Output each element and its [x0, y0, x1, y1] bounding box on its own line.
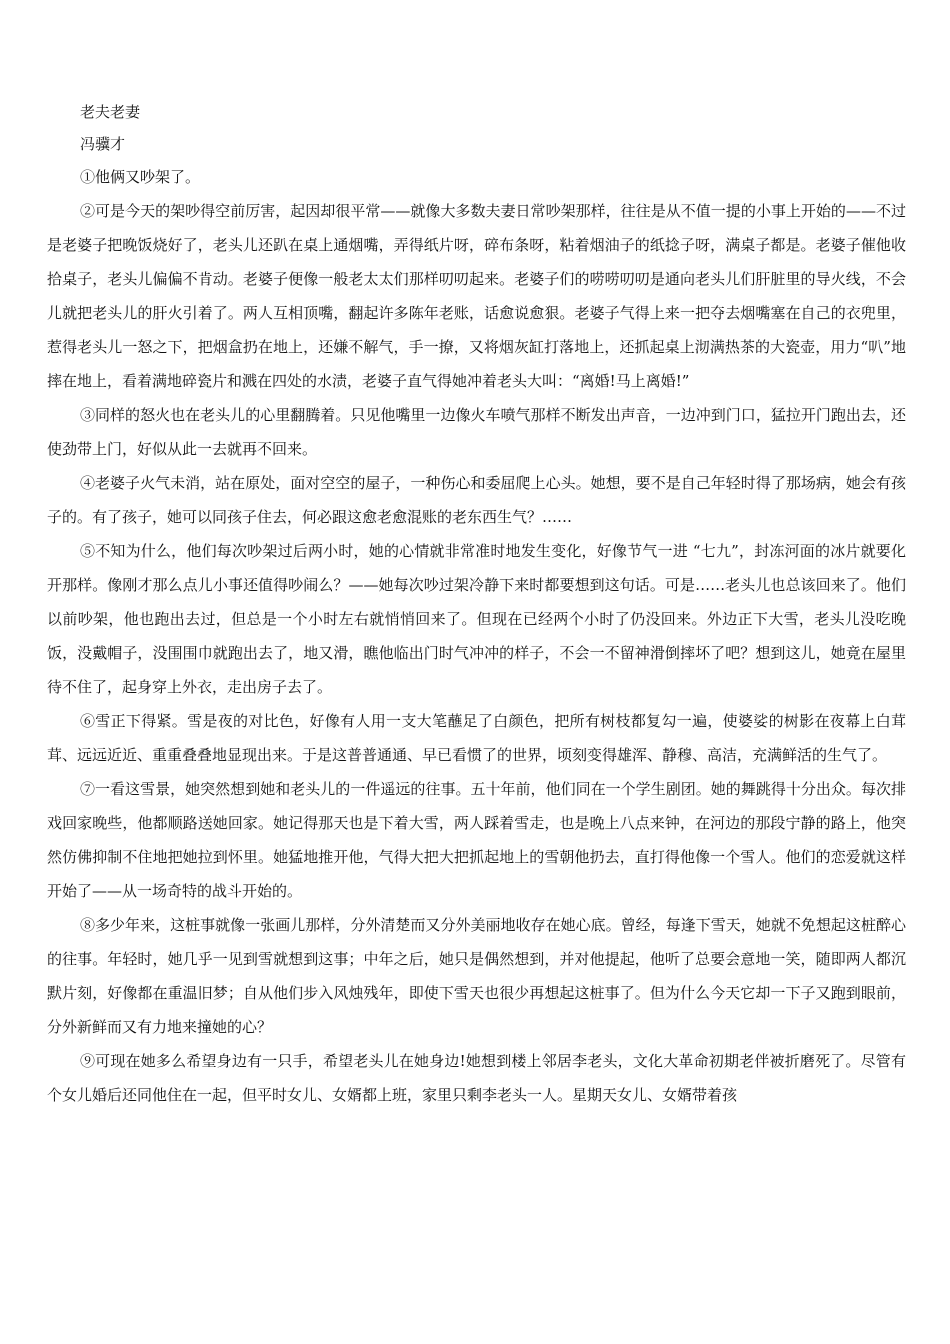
paragraph-9: ⑨可现在她多么希望身边有一只手，希望老头儿在她身边!她想到楼上邻居李老头，文化大革命初期老伴被折磨死了。尽管有个女儿婚后还同他住在一起，但平时女儿、女婿都上班，家里只剩李老头一人。星期天女儿、女婿带着孩: [47, 1052, 906, 1104]
paragraph-5: ⑤不知为什么，他们每次吵架过后两小时，她的心情就非常准时地发生变化，好像节气一进 “七九”，封冻河面的冰片就要化开那样。像刚才那么点儿小事还值得吵闹么？——她每次吵过架冷静下来时都要想到这句话。可是……老头儿也总该回来了。他们以前吵架，他也跑出去过，但总是一个小时左右就悄悄回来了。但现在已经两个小时了仍没回来。外边正下大雪，老头儿没吃晚饭，没戴帽子，没围围巾就跑出去了，地又滑，瞧他临出门时气冲冲的样子，不会一不留神滑倒摔坏了吧？想到这儿，她竟在屋里待不住了，起身穿上外衣，走出房子去了。: [47, 542, 906, 696]
paragraph-2: ②可是今天的架吵得空前厉害，起因却很平常——就像大多数夫妻日常吵架那样，往往是从不值一提的小事上开始的——不过是老婆子把晚饭烧好了，老头儿还趴在桌上通烟嘴，弄得纸片呀，碎布条呀，粘着烟油子的纸捻子呀，满桌子都是。老婆子催他收拾桌子，老头儿偏偏不肯动。老婆子便像一般老太太们那样叨叨起来。老婆子们的唠唠叨叨是通向老头儿们肝脏里的导火线，不会儿就把老头儿的肝火引着了。两人互相顶嘴，翻起许多陈年老账，话愈说愈狠。老婆子气得上来一把夺去烟嘴塞在自己的衣兜里，惹得老头儿一怒之下，把烟盒扔在地上，还嫌不解气，手一撩，又将烟灰缸打落地上，还抓起桌上沏满热茶的大瓷壶，用力“叭”地摔在地上，看着满地碎瓷片和溅在四处的水渍，老婆子直气得她冲着老头大叫：“离婚!马上离婚!”: [47, 202, 906, 390]
article-author: 冯骥才: [80, 135, 126, 153]
paragraph-7: ⑦一看这雪景，她突然想到她和老头儿的一件遥远的往事。五十年前，他们同在一个学生剧团。她的舞跳得十分出众。每次排戏回家晚些，他都顺路送她回家。她记得那天也是下着大雪，两人踩着雪走，也是晚上八点来钟，在河边的那段宁静的路上，他突然仿佛抑制不住地把她拉到怀里。她猛地推开他，气得大把大把抓起地上的雪朝他扔去，直打得他像一个雪人。他们的恋爱就这样开始了——从一场奇特的战斗开始的。: [47, 780, 906, 900]
article-title: 老夫老妻: [80, 103, 141, 121]
paragraph-3: ③同样的怒火也在老头儿的心里翻腾着。只见他嘴里一边像火车喷气那样不断发出声音，一边冲到门口，猛拉开门跑出去，还使劲带上门，好似从此一去就再不回来。: [47, 406, 906, 458]
paragraph-6: ⑥雪正下得紧。雪是夜的对比色，好像有人用一支大笔蘸足了白颜色，把所有树枝都复勾一遍，使婆娑的树影在夜幕上白茸茸、远远近近、重重叠叠地显现出来。于是这普普通通、早已看惯了的世界，顷刻变得雄浑、静穆、高洁，充满鲜活的生气了。: [47, 712, 906, 764]
paragraph-4: ④老婆子火气未消，站在原处，面对空空的屋子，一种伤心和委屈爬上心头。她想，要不是自己年轻时得了那场病，她会有孩子的。有了孩子，她可以同孩子住去，何必跟这愈老愈混账的老东西生气？……: [47, 474, 906, 526]
paragraph-8: ⑧多少年来，这桩事就像一张画儿那样，分外清楚而又分外美丽地收存在她心底。曾经，每逢下雪天，她就不免想起这桩醉心的往事。年轻时，她几乎一见到雪就想到这事；中年之后，她只是偶然想到，并对他提起，他听了总要会意地一笑，随即两人都沉默片刻，好像都在重温旧梦；自从他们步入风烛残年，即使下雪天也很少再想起这桩事了。但为什么今天它却一下子又跑到眼前，分外新鲜而又有力地来撞她的心？: [47, 916, 906, 1036]
paragraph-1: ①他俩又吵架了。: [80, 168, 201, 186]
